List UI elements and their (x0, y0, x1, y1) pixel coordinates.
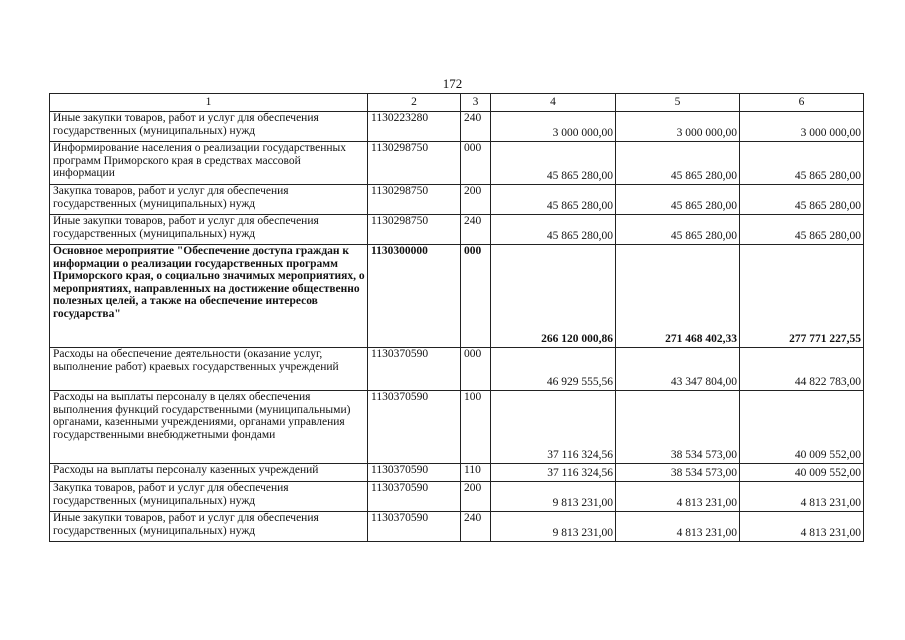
row-value-5: 38 534 573,00 (616, 464, 740, 482)
row-name: Расходы на выплаты персоналу в целях обеспечения выполнения функций государственными (муниципальными) органами, казенными учреждениями, органами управления государственными внебюджетными фондами (50, 391, 368, 464)
row-value-6: 40 009 552,00 (740, 391, 864, 464)
table-row-main-event (50, 245, 864, 348)
row-value-5: 45 865 280,00 (616, 185, 740, 215)
row-code: 1130370590 (368, 464, 461, 482)
row-value-5: 45 865 280,00 (616, 142, 740, 185)
row-value-4: 266 120 000,86 (491, 245, 616, 348)
row-name: Иные закупки товаров, работ и услуг для обеспечения государственных (муниципальных) нужд (50, 112, 368, 142)
budget-table (49, 93, 864, 542)
row-value-4: 9 813 231,00 (491, 512, 616, 542)
column-header-6: 6 (740, 94, 864, 112)
row-value-4: 45 865 280,00 (491, 215, 616, 245)
table-row (50, 348, 864, 391)
row-value-4: 46 929 555,56 (491, 348, 616, 391)
row-value-5: 4 813 231,00 (616, 512, 740, 542)
row-code: 1130370590 (368, 482, 461, 512)
row-value-5: 45 865 280,00 (616, 215, 740, 245)
row-value-5: 3 000 000,00 (616, 112, 740, 142)
row-type: 000 (461, 245, 491, 348)
row-name: Основное мероприятие "Обеспечение доступа граждан к информации о реализации государственных программ Приморского края, о социально значимых мероприятиях, о мероприятиях, направленных на достижение общественно полезных целей, а также на обеспечение интересов государства" (50, 245, 368, 348)
row-value-4: 45 865 280,00 (491, 185, 616, 215)
table-row (50, 112, 864, 142)
row-value-4: 3 000 000,00 (491, 112, 616, 142)
row-value-5: 38 534 573,00 (616, 391, 740, 464)
row-value-4: 37 116 324,56 (491, 391, 616, 464)
row-type: 200 (461, 482, 491, 512)
row-name: Иные закупки товаров, работ и услуг для обеспечения государственных (муниципальных) нужд (50, 512, 368, 542)
row-value-6: 277 771 227,55 (740, 245, 864, 348)
row-code: 1130298750 (368, 142, 461, 185)
row-value-6: 4 813 231,00 (740, 482, 864, 512)
row-value-4: 45 865 280,00 (491, 142, 616, 185)
row-name: Информирование населения о реализации государственных программ Приморского края в средствах массовой информации (50, 142, 368, 185)
table-row (50, 512, 864, 542)
row-value-5: 271 468 402,33 (616, 245, 740, 348)
row-name: Расходы на обеспечение деятельности (оказание услуг, выполнение работ) краевых государственных учреждений (50, 348, 368, 391)
row-type: 100 (461, 391, 491, 464)
table-row (50, 391, 864, 464)
table-row (50, 482, 864, 512)
row-code: 1130300000 (368, 245, 461, 348)
row-value-6: 45 865 280,00 (740, 142, 864, 185)
row-value-6: 44 822 783,00 (740, 348, 864, 391)
row-type: 240 (461, 512, 491, 542)
table-row (50, 142, 864, 185)
row-code: 1130370590 (368, 348, 461, 391)
row-type: 110 (461, 464, 491, 482)
row-value-5: 43 347 804,00 (616, 348, 740, 391)
row-value-5: 4 813 231,00 (616, 482, 740, 512)
table-row (50, 185, 864, 215)
row-type: 200 (461, 185, 491, 215)
column-header-4: 4 (491, 94, 616, 112)
row-code: 1130298750 (368, 215, 461, 245)
column-header-2: 2 (368, 94, 461, 112)
table-header-row (50, 94, 864, 112)
row-value-6: 40 009 552,00 (740, 464, 864, 482)
row-value-4: 37 116 324,56 (491, 464, 616, 482)
row-code: 1130370590 (368, 391, 461, 464)
row-value-6: 4 813 231,00 (740, 512, 864, 542)
row-value-4: 9 813 231,00 (491, 482, 616, 512)
row-type: 000 (461, 142, 491, 185)
column-header-5: 5 (616, 94, 740, 112)
row-value-6: 45 865 280,00 (740, 215, 864, 245)
table-row (50, 464, 864, 482)
row-code: 1130298750 (368, 185, 461, 215)
row-value-6: 3 000 000,00 (740, 112, 864, 142)
row-code: 1130370590 (368, 512, 461, 542)
row-name: Закупка товаров, работ и услуг для обеспечения государственных (муниципальных) нужд (50, 482, 368, 512)
row-value-6: 45 865 280,00 (740, 185, 864, 215)
row-type: 000 (461, 348, 491, 391)
column-header-1: 1 (50, 94, 368, 112)
row-type: 240 (461, 215, 491, 245)
row-code: 1130223280 (368, 112, 461, 142)
column-header-3: 3 (461, 94, 491, 112)
table-row (50, 215, 864, 245)
row-type: 240 (461, 112, 491, 142)
row-name: Иные закупки товаров, работ и услуг для обеспечения государственных (муниципальных) нужд (50, 215, 368, 245)
page-number: 172 (442, 76, 463, 91)
row-name: Закупка товаров, работ и услуг для обеспечения государственных (муниципальных) нужд (50, 185, 368, 215)
row-name: Расходы на выплаты персоналу казенных учреждений (50, 464, 368, 482)
